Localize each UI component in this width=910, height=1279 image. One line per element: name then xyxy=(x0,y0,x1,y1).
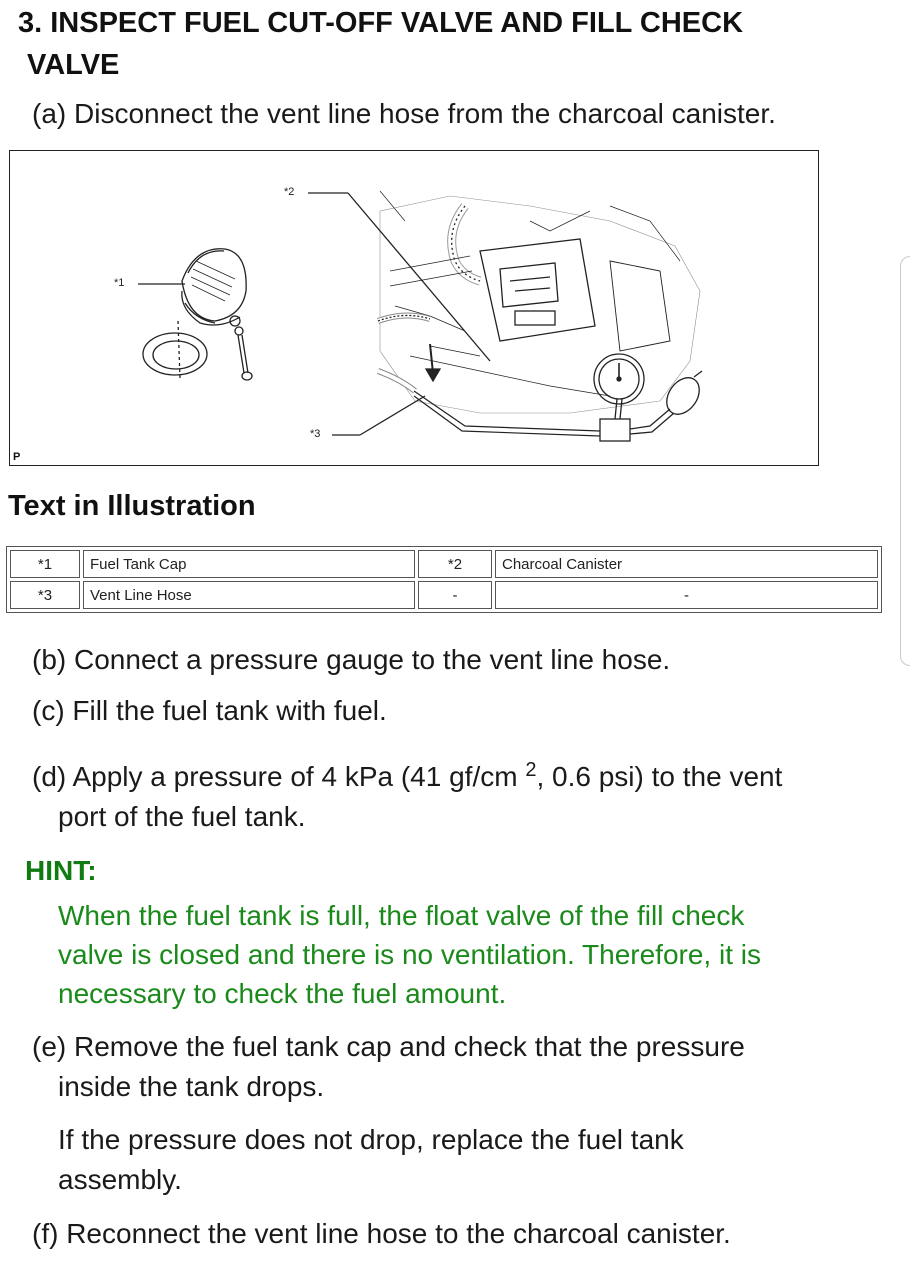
hint-line-3: necessary to check the fuel amount. xyxy=(58,978,507,1009)
step-d-line-2: port of the fuel tank. xyxy=(58,801,306,832)
section-title xyxy=(18,2,878,86)
step-b: (b) Connect a pressure gauge to the vent line hose. xyxy=(32,644,671,675)
step-d xyxy=(32,750,782,837)
canister-drawing xyxy=(380,191,700,413)
legend-number: *3 xyxy=(10,581,80,609)
figure-corner-letter: P xyxy=(13,451,21,463)
scroll-edge-handle[interactable] xyxy=(900,256,910,666)
step-c: (c) Fill the fuel tank with fuel. xyxy=(32,695,387,726)
legend-label: Vent Line Hose xyxy=(83,581,415,609)
step-e xyxy=(32,1027,745,1107)
step-a: (a) Disconnect the vent line hose from the charcoal canister. xyxy=(32,98,776,129)
callout-1: *1 xyxy=(114,277,125,289)
illustration-drawing xyxy=(10,151,818,465)
illustration-text-heading: Text in Illustration xyxy=(8,490,256,522)
legend-label: Charcoal Canister xyxy=(495,550,878,578)
legend-label: - xyxy=(495,581,878,609)
step-d-text-1: (d) Apply a pressure of 4 kPa (41 gf/cm xyxy=(32,761,518,792)
table-row xyxy=(10,550,878,578)
step-e-note xyxy=(58,1120,684,1200)
step-e-note-line-2: assembly. xyxy=(58,1164,182,1195)
hint-line-2: valve is closed and there is no ventilation. Therefore, it is xyxy=(58,939,761,970)
illustration-legend-table xyxy=(6,546,882,613)
illustration-figure xyxy=(9,150,819,466)
callout-2: *2 xyxy=(284,186,295,198)
hint-text xyxy=(58,896,858,1013)
legend-number: - xyxy=(418,581,492,609)
step-e-line-2: inside the tank drops. xyxy=(58,1071,325,1102)
step-f: (f) Reconnect the vent line hose to the charcoal canister. xyxy=(32,1218,731,1249)
step-d-text-2: , 0.6 psi) to the vent xyxy=(536,761,783,792)
leader-line-3-diagonal xyxy=(360,396,425,435)
hint-line-1: When the fuel tank is full, the float valve of the fill check xyxy=(58,900,745,931)
fuel-cap-drawing xyxy=(143,249,252,380)
legend-number: *1 xyxy=(10,550,80,578)
step-e-line-1: (e) Remove the fuel tank cap and check that the pressure xyxy=(32,1031,745,1062)
legend-number: *2 xyxy=(418,550,492,578)
section-title-line-1: 3. INSPECT FUEL CUT-OFF VALVE AND FILL CHECK xyxy=(18,7,744,39)
section-title-line-2: VALVE xyxy=(27,49,120,81)
table-row xyxy=(10,581,878,609)
step-d-superscript: 2 xyxy=(525,759,537,781)
step-e-note-line-1: If the pressure does not drop, replace the fuel tank xyxy=(58,1124,684,1155)
legend-label: Fuel Tank Cap xyxy=(83,550,415,578)
hint-title: HINT: xyxy=(25,855,97,886)
callout-3: *3 xyxy=(310,428,321,440)
